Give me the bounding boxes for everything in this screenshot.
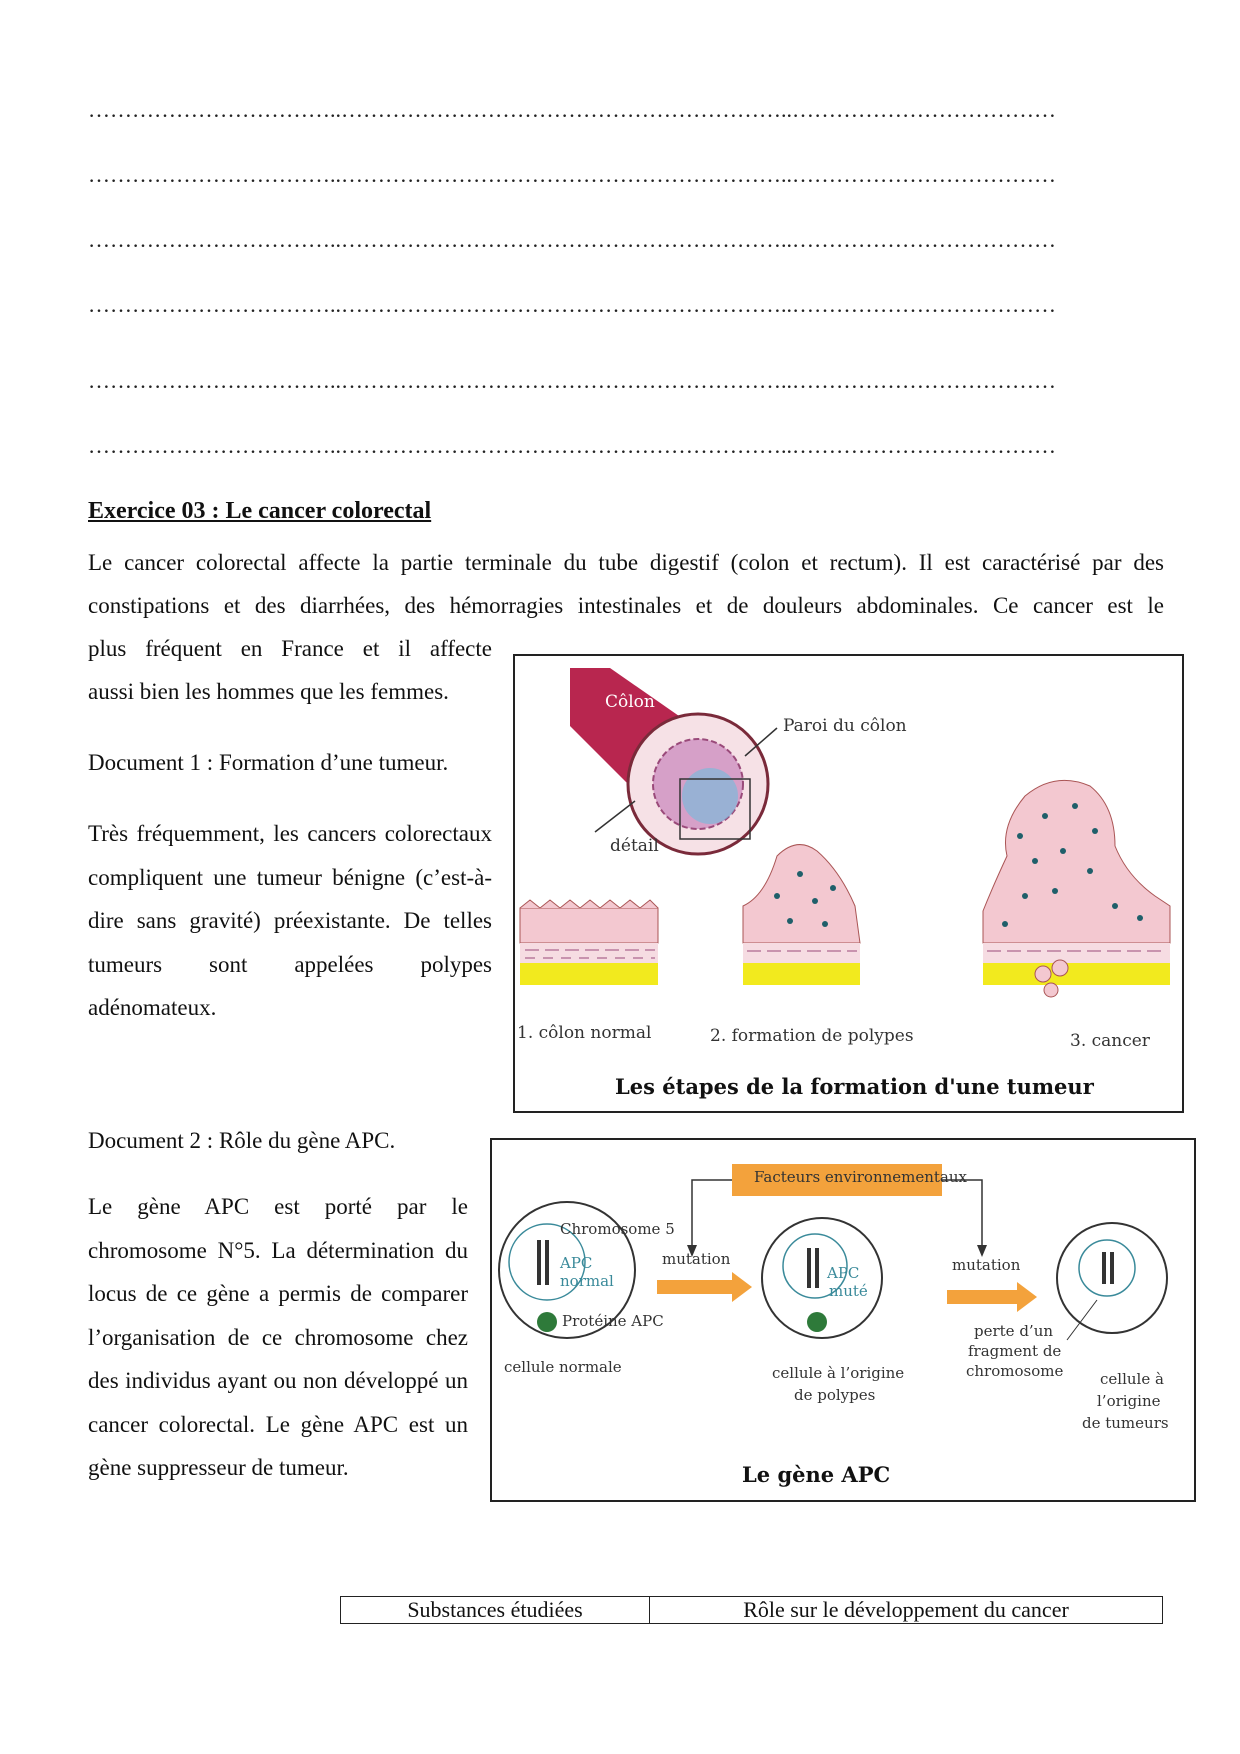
tumor-cell-label-2: l’origine xyxy=(1097,1392,1161,1410)
intro-line-2: constipations et des diarrhées, des hémorragies intestinales et de douleurs abdominales. Ce cancer est le xyxy=(88,593,1164,618)
exercise-title: Exercice 03 : Le cancer colorectal xyxy=(88,498,432,524)
figure-tumor-formation xyxy=(513,654,1184,1113)
mutation-label-2: mutation xyxy=(952,1256,1021,1274)
answer-table xyxy=(340,1596,1163,1624)
mute-label: muté xyxy=(829,1282,868,1300)
apc-protein xyxy=(537,1312,557,1332)
tumor-cell-label-3: de tumeurs xyxy=(1082,1414,1169,1432)
detail-arrow xyxy=(595,801,635,832)
polyp-cell-label-1: cellule à l’origine xyxy=(772,1364,905,1382)
mutation-arrow-2 xyxy=(947,1282,1037,1312)
normal-cell-label: cellule normale xyxy=(504,1358,622,1376)
doc1-heading: Document 1 : Formation d’une tumeur. xyxy=(88,750,449,775)
wall-label: Paroi du côlon xyxy=(783,716,907,736)
table-header-row xyxy=(341,1597,1163,1624)
env-factors-label: Facteurs environnementaux xyxy=(754,1168,967,1186)
normal-label: normal xyxy=(560,1272,614,1290)
polyp-cell-label-2: de polypes xyxy=(794,1386,876,1404)
intro-line-3: plus fréquent en France et il affecte xyxy=(88,636,492,661)
doc2-text: Le gène APC est porté par le chromosome N°5. La détermination du locus de ce gène a permis de comparer l’organisation de ce chromosome chez des individus ayant ou non développé un cancer colorectal. Le gène APC est un gène suppresseur de tumeur. xyxy=(88,1194,468,1480)
stage3-tissue xyxy=(983,780,1170,997)
answer-line[interactable]: ……………………………..……………………………………………………..……………………………… xyxy=(88,368,1056,393)
loss-label-3: chromosome xyxy=(966,1362,1064,1380)
figure1-caption: Les étapes de la formation d'une tumeur xyxy=(615,1074,1094,1099)
doc2-heading: Document 2 : Rôle du gène APC. xyxy=(88,1128,396,1153)
colon-label: Côlon xyxy=(605,692,655,712)
apc-label-2: APC xyxy=(827,1264,860,1282)
answer-line[interactable]: ……………………………..……………………………………………………..……………………………… xyxy=(88,227,1056,252)
colon-tumor xyxy=(682,768,738,824)
table-header-role: Rôle sur le développement du cancer xyxy=(650,1597,1163,1624)
answer-line[interactable]: ……………………………..……………………………………………………..……………………………… xyxy=(88,162,1056,187)
tumor-cell-label-1: cellule à xyxy=(1100,1370,1164,1388)
chromosome-label: Chromosome 5 xyxy=(560,1220,675,1238)
stage3-label: 3. cancer xyxy=(1070,1031,1150,1051)
stage1-tissue xyxy=(520,900,658,985)
mutation-arrow-1 xyxy=(657,1272,752,1302)
answer-line[interactable]: ……………………………..……………………………………………………..……………………………… xyxy=(88,97,1056,122)
detail-label: détail xyxy=(610,836,659,856)
figure2-caption: Le gène APC xyxy=(742,1462,891,1487)
doc1-text: Très fréquemment, les cancers colorectaux compliquent une tumeur bénigne (c’est-à-dire sans gravité) préexistante. De telles tumeurs sont appelées polypes adénomateux. xyxy=(88,821,492,1020)
mutation-label-1: mutation xyxy=(662,1250,731,1268)
loss-label-2: fragment de xyxy=(968,1342,1062,1360)
answer-line[interactable]: ……………………………..……………………………………………………..……………………………… xyxy=(88,292,1056,317)
stage1-label: 1. côlon normal xyxy=(517,1023,652,1043)
answer-line[interactable]: ……………………………..……………………………………………………..……………………………… xyxy=(88,433,1056,458)
intro-line-4: aussi bien les hommes que les femmes. xyxy=(88,679,449,704)
protein-label: Protéine APC xyxy=(562,1312,664,1330)
figure-apc-gene xyxy=(490,1138,1196,1502)
table-header-substances: Substances étudiées xyxy=(341,1597,650,1624)
intro-line-1: Le cancer colorectal affecte la partie terminale du tube digestif (colon et rectum). Il est caractérisé par des xyxy=(88,550,1164,575)
apc-label: APC xyxy=(560,1254,593,1272)
stage2-tissue xyxy=(743,845,860,985)
stage2-label: 2. formation de polypes xyxy=(710,1026,914,1046)
loss-label-1: perte d’un xyxy=(974,1322,1054,1340)
